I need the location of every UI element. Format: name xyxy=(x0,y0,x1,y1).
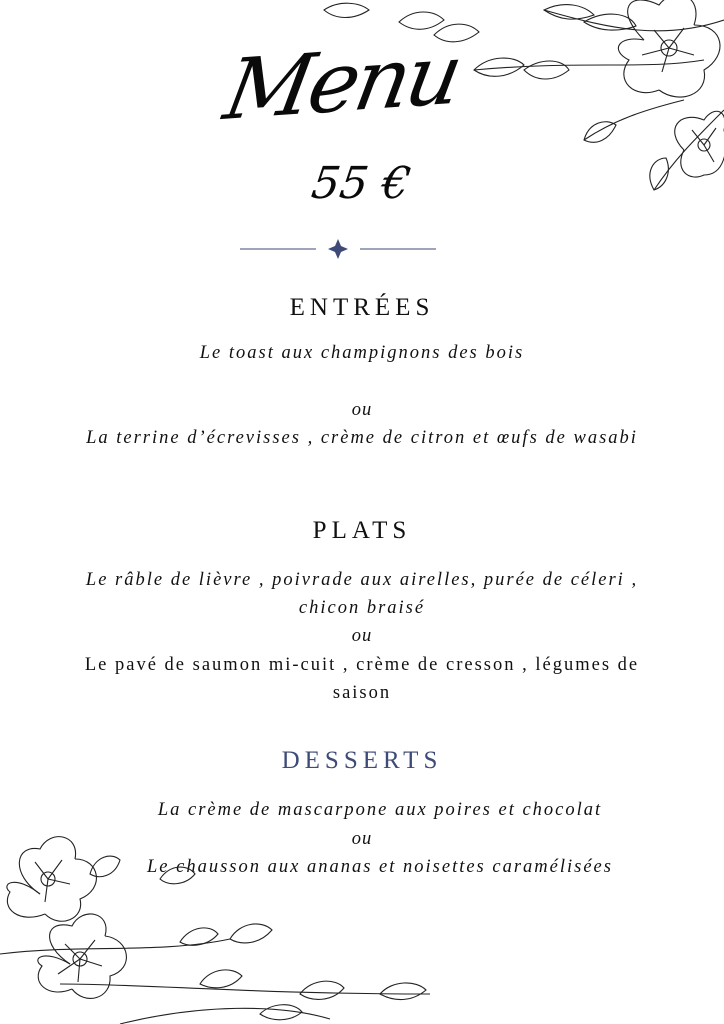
menu-price: 55 € xyxy=(308,158,414,209)
desserts-dish-1: La crème de mascarpone aux poires et chocolat xyxy=(157,800,603,820)
floral-bottom-left-icon xyxy=(0,834,460,1024)
desserts-dish-2: Le chausson aux ananas et noisettes caramélisées xyxy=(147,857,613,877)
four-point-star-icon xyxy=(240,236,436,262)
menu-title: Menu xyxy=(217,25,467,139)
plats-dish-1: Le râble de lièvre , poivrade aux airelles, purée de céleri , chicon braisé xyxy=(85,570,639,618)
entrees-dish-1: Le toast aux champignons des bois xyxy=(199,343,525,363)
desserts-separator: ou xyxy=(351,829,373,849)
plats-separator: ou xyxy=(351,626,373,646)
section-title-entrees: ENTRÉES xyxy=(289,294,435,321)
plats-dish-2: Le pavé de saumon mi-cuit , crème de cresson , légumes de saison xyxy=(84,655,640,703)
entrees-dish-2: La terrine d’écrevisses , crème de citron et œufs de wasabi xyxy=(86,428,638,448)
section-title-desserts: DESSERTS xyxy=(281,747,443,774)
section-title-plats: PLATS xyxy=(312,517,412,544)
entrees-separator: ou xyxy=(351,400,373,420)
